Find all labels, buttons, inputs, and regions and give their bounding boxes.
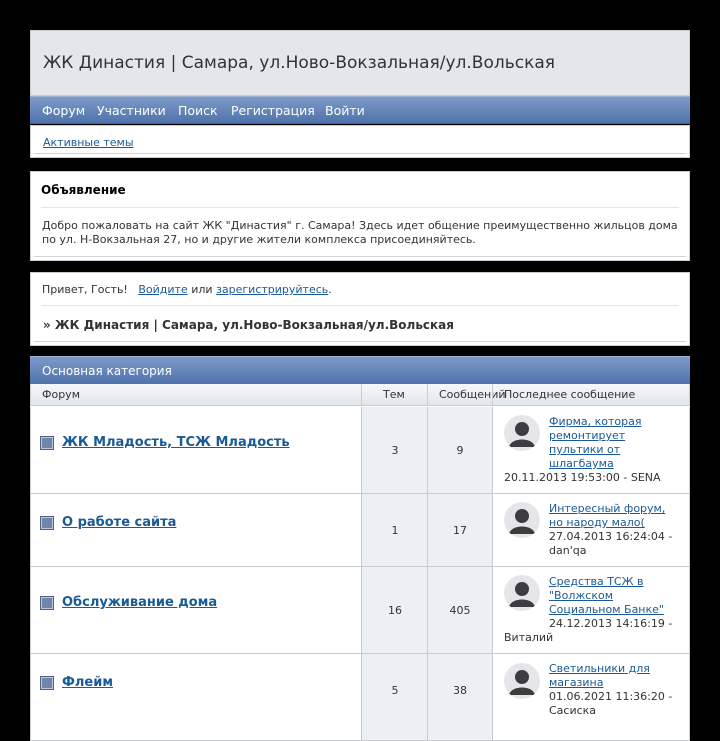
last-post-link[interactable]: Средства ТСЖ в "Волжском Социальном Банке" xyxy=(549,575,664,616)
table-header xyxy=(30,384,690,406)
user-avatar-icon xyxy=(504,415,540,451)
table-row xyxy=(30,494,690,567)
post-count: 38 xyxy=(453,684,467,697)
last-post-meta: 01.06.2021 11:36:20 - xyxy=(549,690,673,703)
main-navbar xyxy=(30,96,690,124)
announcement-title: Объявление xyxy=(41,183,126,197)
active-topics-link[interactable]: Активные темы xyxy=(43,136,134,149)
breadcrumb: » ЖК Династия | Самара, ул.Ново-Вокзальная/ул.Вольская xyxy=(43,318,454,332)
post-count: 17 xyxy=(453,524,467,537)
forum-link[interactable]: Флейм xyxy=(62,675,113,690)
topic-count: 16 xyxy=(388,604,402,617)
last-post-author: Сасиска xyxy=(549,704,597,717)
divider xyxy=(41,207,679,208)
nav-members[interactable]: Участники xyxy=(97,103,166,118)
last-post-author: dan'qa xyxy=(549,544,587,557)
divider xyxy=(34,341,686,342)
last-post-author: Виталий xyxy=(504,631,554,644)
forum-status-icon xyxy=(40,676,54,690)
greeting-text: Привет, Гость! xyxy=(42,283,128,296)
col-last-post: Последнее сообщение xyxy=(504,388,636,401)
welcome-panel xyxy=(30,272,690,346)
period-text: . xyxy=(328,283,332,296)
last-post-link[interactable]: Фирма, которая ремонтирует пультики от шлагбаума xyxy=(549,415,642,470)
announcement-panel xyxy=(30,171,690,261)
last-post-meta: 20.11.2013 19:53:00 - SENA xyxy=(504,471,661,484)
forum-category xyxy=(30,356,690,736)
divider xyxy=(34,256,686,257)
nav-register[interactable]: Регистрация xyxy=(231,103,315,118)
topic-count: 5 xyxy=(391,684,399,697)
user-avatar-icon xyxy=(504,575,540,611)
forum-link[interactable]: Обслуживание дома xyxy=(62,595,218,610)
table-row xyxy=(30,654,690,741)
category-title: Основная категория xyxy=(42,364,172,378)
post-count: 405 xyxy=(449,604,471,617)
user-avatar-icon xyxy=(504,502,540,538)
forum-link[interactable]: О работе сайта xyxy=(62,515,177,530)
topic-count: 3 xyxy=(391,444,399,457)
register-link[interactable]: зарегистрируйтесь xyxy=(216,283,329,296)
last-post-link[interactable]: Интересный форум, но народу мало( xyxy=(549,502,666,529)
post-count: 9 xyxy=(456,444,464,457)
col-forum: Форум xyxy=(42,388,80,401)
nav-forum[interactable]: Форум xyxy=(42,103,86,118)
divider xyxy=(41,305,679,306)
nav-search[interactable]: Поиск xyxy=(178,103,218,118)
guest-greeting xyxy=(42,283,332,296)
forum-status-icon xyxy=(40,596,54,610)
sub-navbar xyxy=(30,125,690,158)
table-row xyxy=(30,567,690,654)
last-post-meta: 27.04.2013 16:24:04 - xyxy=(549,530,673,543)
col-topics: Тем xyxy=(383,388,405,401)
nav-login[interactable]: Войти xyxy=(325,103,365,118)
forum-link[interactable]: ЖК Младость, ТСЖ Младость xyxy=(62,435,290,450)
forum-status-icon xyxy=(40,436,54,450)
table-row xyxy=(30,407,690,494)
announcement-text: Добро пожаловать на сайт ЖК "Династия" г. Самара! Здесь идет общение преимущественно жильцов дома по ул. Н-Вокзальная 27, но и другие жители комплекса присоединяйтесь. xyxy=(42,219,678,246)
category-header xyxy=(30,356,690,384)
or-text: или xyxy=(191,283,213,296)
forum-status-icon xyxy=(40,516,54,530)
login-link[interactable]: Войдите xyxy=(138,283,188,296)
user-avatar-icon xyxy=(504,663,540,699)
topic-count: 1 xyxy=(391,524,399,537)
title-bar xyxy=(30,30,690,96)
last-post-meta: 24.12.2013 14:16:19 - xyxy=(549,617,673,630)
last-post-link[interactable]: Светильники для магазина xyxy=(549,662,650,689)
col-posts: Сообщений xyxy=(439,388,506,401)
site-title: ЖК Династия | Самара, ул.Ново-Вокзальная/ул.Вольская xyxy=(43,53,556,73)
site-header xyxy=(30,30,690,189)
